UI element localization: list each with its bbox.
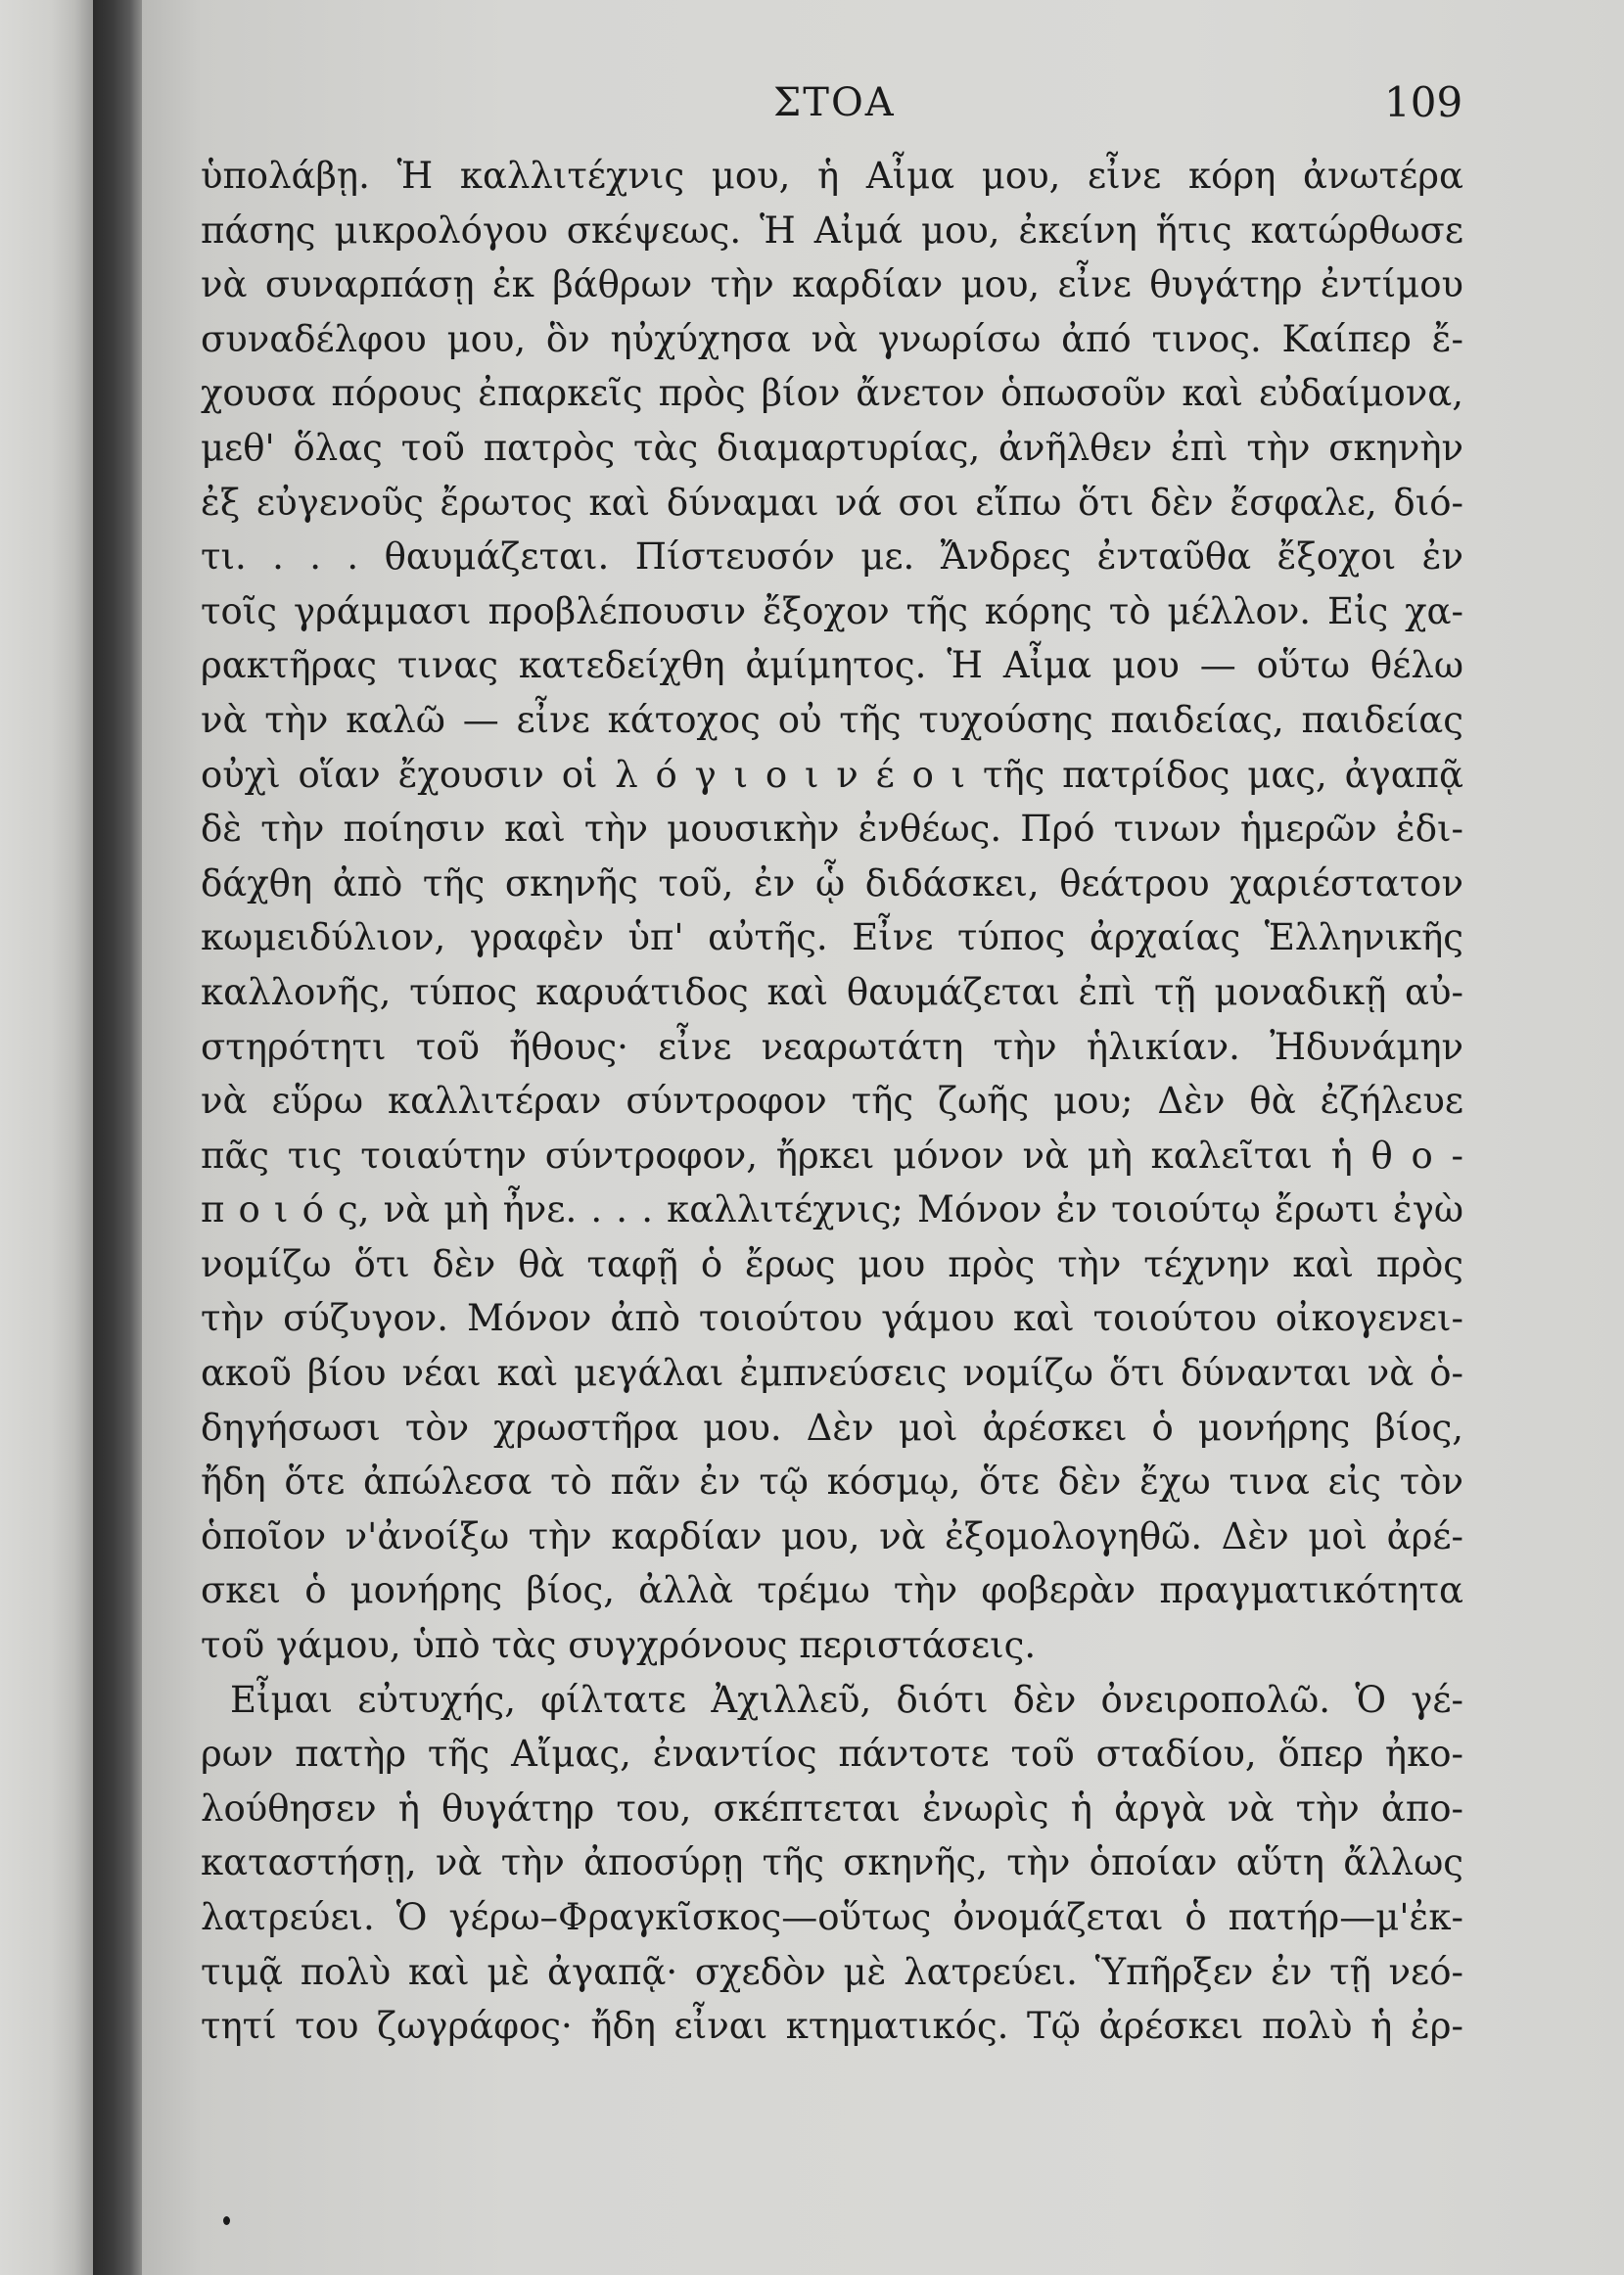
text-line: μεθ' ὅλας τοῦ πατρὸς τὰς διαμαρτυρίας, ἀνῆλθεν ἐπὶ τὴν σκηνὴν: [201, 426, 1463, 469]
text-line: δάχθη ἀπὸ τῆς σκηνῆς τοῦ, ἐν ᾧ διδάσκει, θεάτρου χαριέστατον: [201, 861, 1463, 905]
text-line: τητί του ζωγράφος· ἤδη εἶναι κτηματικός. Τῷ ἀρέσκει πολὺ ἡ ἐρ-: [201, 2005, 1463, 2048]
text-line: οὐχὶ οἵαν ἔχουσιν οἱ λ ό γ ι ο ι ν έ ο ι τῆς πατρίδος μας, ἀγαπᾷ: [201, 753, 1463, 796]
facing-page-edge: [0, 0, 93, 2275]
text-line: δηγήσωσι τὸν χρωστῆρα μου. Δὲν μοὶ ἀρέσκει ὁ μονήρης βίος,: [201, 1406, 1463, 1449]
text-line: ρων πατὴρ τῆς Αἴμας, ἐναντίος πάντοτε τοῦ σταδίου, ὅπερ ἠκο-: [201, 1733, 1463, 1776]
text-line: λούθησεν ἡ θυγάτηρ του, σκέπτεται ἐνωρὶς ἡ ἀργὰ νὰ τὴν ἀπο-: [201, 1787, 1463, 1830]
book-gutter: [93, 0, 142, 2275]
paragraph-start-line: Εἶμαι εὐτυχής, φίλτατε Ἀχιλλεῦ, διότι δὲν ὀνειροπολῶ. Ὁ γέ-: [230, 1678, 1463, 1721]
text-line: τοῖς γράμμασι προβλέπουσιν ἔξοχον τῆς κόρης τὸ μέλλον. Εἰς χα-: [201, 589, 1463, 632]
text-line: συναδέλφου μου, ὃν ηὐχύχησα νὰ γνωρίσω ἀπό τινος. Καίπερ ἔ-: [201, 317, 1463, 360]
paragraph-end-line: τοῦ γάμου, ὑπὸ τὰς συγχρόνους περιστάσεις.: [201, 1624, 1037, 1667]
text-line: ἐξ εὐγενοῦς ἔρωτος καὶ δύναμαι νά σοι εἴπω ὅτι δὲν ἔσφαλε, διό-: [201, 481, 1463, 524]
body-text: [201, 149, 1463, 2054]
text-line: κωμειδύλιον, γραφὲν ὑπ' αὐτῆς. Εἶνε τύπος ἀρχαίας Ἑλληνικῆς: [201, 916, 1463, 959]
text-line: νὰ εὕρω καλλιτέραν σύντροφον τῆς ζωῆς μου; Δὲν θὰ ἐζήλευε: [201, 1080, 1463, 1123]
text-line: πᾶς τις τοιαύτην σύντροφον, ἤρκει μόνον νὰ μὴ καλεῖται ἡ θ ο -: [201, 1134, 1463, 1177]
text-line: ὑπολάβῃ. Ἡ καλλιτέχνις μου, ἡ Αἶμα μου, εἶνε κόρη ἀνωτέρα: [201, 155, 1463, 197]
text-line: καλλονῆς, τύπος καρυάτιδος καὶ θαυμάζεται ἐπὶ τῇ μοναδικῇ αὐ-: [201, 970, 1463, 1013]
text-line: τὴν σύζυγον. Μόνον ἀπὸ τοιούτου γάμου καὶ τοιούτου οἰκογενει-: [201, 1297, 1463, 1340]
text-line: νὰ συναρπάσῃ ἐκ βάθρων τὴν καρδίαν μου, εἶνε θυγάτηρ ἐντίμου: [201, 263, 1463, 306]
text-line: τιμᾷ πολὺ καὶ μὲ ἀγαπᾷ· σχεδὸν μὲ λατρεύει. Ὑπῆρξεν ἐν τῇ νεό-: [201, 1950, 1463, 1993]
text-line: χουσα πόρους ἐπαρκεῖς πρὸς βίον ἄνετον ὁπωσοῦν καὶ εὐδαίμονα,: [201, 372, 1463, 415]
ink-speck: [223, 2216, 230, 2225]
text-line: πάσης μικρολόγου σκέψεως. Ἡ Αἰμά μου, ἐκείνη ἥτις κατώρθωσε: [201, 209, 1463, 252]
text-line: τι. . . . θαυμάζεται. Πίστευσόν με. Ἄνδρες ἐνταῦθα ἔξοχοι ἐν: [201, 535, 1463, 579]
text-line: λατρεύει. Ὁ γέρω–Φραγκῖσκος—οὕτως ὀνομάζεται ὁ πατήρ—μ'ἐκ-: [201, 1896, 1463, 1938]
text-line: ρακτῆρας τινας κατεδείχθη ἀμίμητος. Ἡ Αἶμα μου — οὕτω θέλω: [201, 644, 1463, 687]
text-line: π ο ι ό ς, νὰ μὴ ἦνε. . . . καλλιτέχνις; Μόνον ἐν τοιούτῳ ἔρωτι ἐγὼ: [201, 1188, 1463, 1231]
running-title: ΣΤΟΑ: [773, 80, 896, 125]
text-line: σκει ὁ μονήρης βίος, ἀλλὰ τρέμω τὴν φοβερὰν πραγματικότητα: [201, 1569, 1463, 1612]
text-line: νὰ τὴν καλῶ — εἶνε κάτοχος οὐ τῆς τυχούσης παιδείας, παιδείας: [201, 698, 1463, 741]
text-line: καταστήσῃ, νὰ τὴν ἀποσύρῃ τῆς σκηνῆς, τὴν ὁποίαν αὕτη ἄλλως: [201, 1841, 1463, 1884]
text-line: στηρότητι τοῦ ἤθους· εἶνε νεαρωτάτη τὴν ἡλικίαν. Ἠδυνάμην: [201, 1025, 1463, 1068]
text-line: ἤδη ὅτε ἀπώλεσα τὸ πᾶν ἐν τῷ κόσμῳ, ὅτε δὲν ἔχω τινα εἰς τὸν: [201, 1461, 1463, 1504]
text-line: νομίζω ὅτι δὲν θὰ ταφῇ ὁ ἔρως μου πρὸς τὴν τέχνην καὶ πρὸς: [201, 1242, 1463, 1285]
page-number: 109: [1384, 78, 1463, 126]
text-line: δὲ τὴν ποίησιν καὶ τὴν μουσικὴν ἐνθέως. Πρό τινων ἡμερῶν ἐδι-: [201, 808, 1463, 851]
text-line: ακοῦ βίου νέαι καὶ μεγάλαι ἐμπνεύσεις νομίζω ὅτι δύνανται νὰ ὁ-: [201, 1352, 1463, 1395]
text-line: ὁποῖον ν'ἀνοίξω τὴν καρδίαν μου, νὰ ἐξομολογηθῶ. Δὲν μοὶ ἀρέ-: [201, 1514, 1463, 1557]
